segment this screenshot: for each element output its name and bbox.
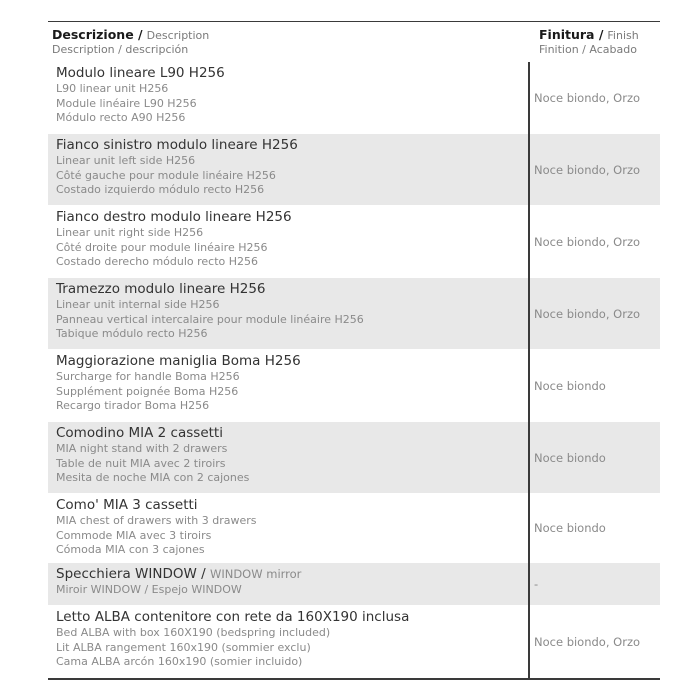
finish-cell <box>528 278 660 349</box>
header-desc-main: Descrizione / <box>52 27 143 42</box>
finish-value: Noce biondo <box>534 378 606 393</box>
description-cell <box>48 563 528 605</box>
finish-value: Noce biondo, Orzo <box>534 634 641 649</box>
item-title: Letto ALBA contenitore con rete da 160X190 inclusa <box>56 609 410 625</box>
item-line-en: Surcharge for handle Boma H256 <box>56 370 240 383</box>
header-fin-light: Finish <box>607 29 639 42</box>
item-title <box>56 566 528 583</box>
item-line-es: Tabique módulo recto H256 <box>56 327 208 340</box>
finish-value: Noce biondo <box>534 450 606 465</box>
item-line-en: Linear unit internal side H256 <box>56 298 220 311</box>
column-divider <box>528 62 530 678</box>
table-row <box>48 563 660 606</box>
finish-cell <box>528 206 660 277</box>
item-line-en: Linear unit right side H256 <box>56 226 204 239</box>
item-line-fr: Table de nuit MIA avec 2 tiroirs <box>56 456 226 470</box>
table-row <box>48 62 660 134</box>
item-line-es: Costado izquierdo módulo recto H256 <box>56 183 265 196</box>
item-line-en: Bed ALBA with box 160X190 (bedspring included) <box>56 626 331 639</box>
item-line-fr: Supplément poignée Boma H256 <box>56 384 239 398</box>
item-line-es: Costado derecho módulo recto H256 <box>56 255 259 268</box>
item-line-es: Módulo recto A90 H256 <box>56 111 186 124</box>
item-line-fr: Commode MIA avec 3 tiroirs <box>56 528 212 542</box>
finish-cell <box>528 422 660 493</box>
finish-value: - <box>534 577 539 591</box>
item-line-fr: Module linéaire L90 H256 <box>56 96 197 110</box>
description-cell <box>48 206 528 277</box>
item-line-en: MIA night stand with 2 drawers <box>56 442 228 455</box>
item-title-main: Specchiera WINDOW / <box>56 566 206 582</box>
finish-value: Noce biondo, Orzo <box>534 306 641 321</box>
item-line-es: Recargo tirador Boma H256 <box>56 399 210 412</box>
description-cell <box>48 422 528 493</box>
finish-table <box>48 21 660 680</box>
finish-cell <box>528 494 660 562</box>
item-line-en: L90 linear unit H256 <box>56 82 169 95</box>
item-title: Como' MIA 3 cassetti <box>56 497 198 513</box>
finish-value: Noce biondo <box>534 521 606 535</box>
finish-cell <box>528 563 660 605</box>
table-row <box>48 494 660 563</box>
item-title: Comodino MIA 2 cassetti <box>56 425 223 441</box>
header-finish <box>528 22 660 62</box>
description-cell <box>48 350 528 421</box>
finish-value: Noce biondo, Orzo <box>534 234 641 249</box>
finish-value: Noce biondo, Orzo <box>534 90 641 105</box>
finish-cell <box>528 606 660 677</box>
item-line-es: Mesita de noche MIA con 2 cajones <box>56 471 250 484</box>
table-row <box>48 134 660 206</box>
item-title: Fianco sinistro modulo lineare H256 <box>56 137 298 153</box>
description-cell <box>48 278 528 349</box>
finish-cell <box>528 350 660 421</box>
item-line-es: Cama ALBA arcón 160x190 (somier incluido) <box>56 655 303 668</box>
item-line-es: Cómoda MIA con 3 cajones <box>56 543 205 556</box>
header-fin-sub: Finition / Acabado <box>539 43 637 56</box>
header-fin-main: Finitura / <box>539 27 604 42</box>
header-desc-light: Description <box>146 29 210 42</box>
table-row <box>48 350 660 422</box>
table-header <box>48 22 660 62</box>
item-title-light: WINDOW mirror <box>209 567 302 581</box>
description-cell <box>48 494 528 562</box>
table-body <box>48 62 660 678</box>
table-row <box>48 422 660 494</box>
header-description <box>48 22 528 62</box>
item-line-fr: Côté droite pour module linéaire H256 <box>56 240 268 254</box>
table-row <box>48 606 660 678</box>
finish-value: Noce biondo, Orzo <box>534 162 641 177</box>
item-title: Maggiorazione maniglia Boma H256 <box>56 353 301 369</box>
table-row <box>48 206 660 278</box>
item-line-fr: Côté gauche pour module linéaire H256 <box>56 168 276 182</box>
item-line-fr: Panneau vertical intercalaire pour module linéaire H256 <box>56 312 364 326</box>
item-line-fr-es: Miroir WINDOW / Espejo WINDOW <box>56 583 242 596</box>
item-line-fr: Lit ALBA rangement 160x190 (sommier exclu) <box>56 640 311 654</box>
description-cell <box>48 62 528 133</box>
item-title: Modulo lineare L90 H256 <box>56 65 225 81</box>
header-desc-sub: Description / descripción <box>52 43 189 56</box>
item-title: Fianco destro modulo lineare H256 <box>56 209 292 225</box>
item-line-en: Linear unit left side H256 <box>56 154 196 167</box>
item-line-en: MIA chest of drawers with 3 drawers <box>56 514 257 527</box>
finish-cell <box>528 134 660 205</box>
description-cell <box>48 134 528 205</box>
item-title: Tramezzo modulo lineare H256 <box>56 281 266 297</box>
table-row <box>48 278 660 350</box>
bottom-rule <box>48 678 660 680</box>
finish-cell <box>528 62 660 133</box>
description-cell <box>48 606 528 677</box>
